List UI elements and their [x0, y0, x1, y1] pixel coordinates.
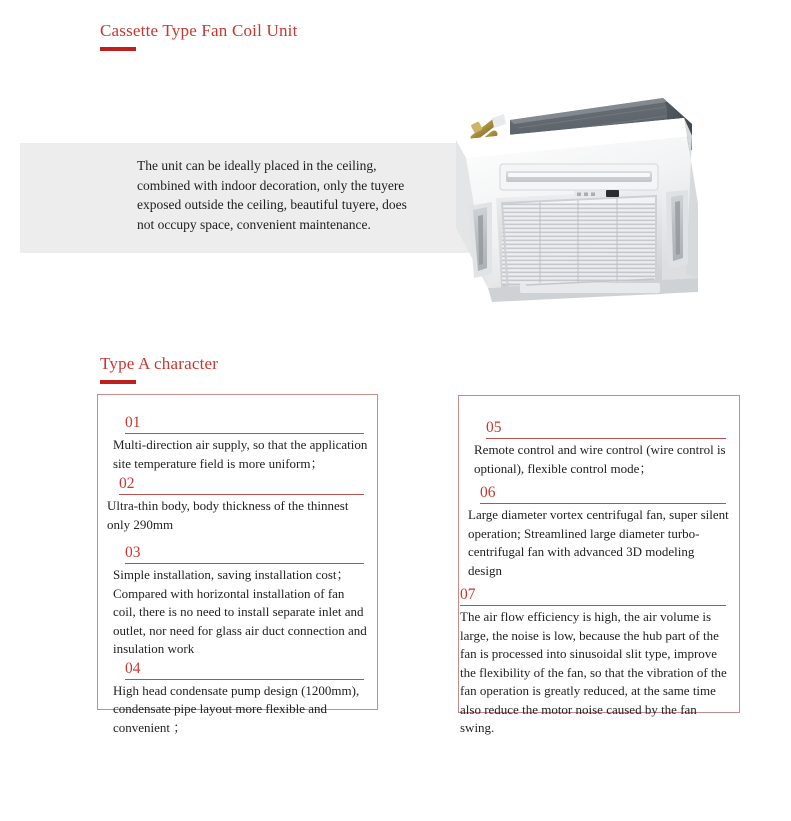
feature-item-05: [468, 419, 730, 478]
feature-number-row-06: [468, 484, 730, 506]
product-photo: [448, 78, 698, 310]
feature-item-07: [460, 586, 730, 738]
feature-number-04: 04: [125, 659, 141, 677]
feature-number-05: 05: [486, 419, 502, 436]
feature-rule-07: [460, 605, 726, 606]
feature-list-left: [98, 395, 377, 737]
feature-item-02: [107, 475, 368, 534]
feature-number-01: 01: [125, 414, 141, 431]
feature-item-01: [107, 414, 368, 473]
feature-list-right: [459, 396, 739, 738]
feature-item-04: [107, 660, 368, 738]
feature-number-row-02: [107, 475, 368, 497]
feature-text-05: Remote control and wire control (wire control is optional), flexible control mode；: [474, 442, 726, 476]
feature-rule-01: [125, 433, 364, 434]
feature-number-row-05: [474, 419, 730, 441]
feature-rule-03: [125, 563, 364, 564]
feature-number-row-04: [113, 660, 368, 682]
section-heading-underline: [100, 380, 136, 384]
feature-number-row-07: [460, 586, 730, 608]
section-heading-type-a: Type A character: [100, 354, 219, 373]
feature-rule-06: [480, 503, 726, 504]
feature-text-02: Ultra-thin body, body thickness of the thinnest only 290mm: [107, 498, 349, 532]
feature-number-07: 07: [460, 586, 476, 603]
page-title-underline: [100, 47, 136, 51]
feature-text-03: Simple installation, saving installation cost；Compared with horizontal installation of fan coil, there is no need to install separate inlet and outlet, nor need for glass air duct connection and insulation work: [113, 567, 367, 656]
feature-box-right: [458, 395, 740, 735]
feature-box-left: [97, 394, 378, 735]
feature-text-06: Large diameter vortex centrifugal fan, super silent operation; Streamlined large diameter turbo-centrifugal fan with advanced 3D modeling design: [468, 507, 729, 578]
feature-item-03: [107, 544, 368, 659]
feature-rule-05: [486, 438, 726, 439]
feature-item-06: [468, 484, 730, 580]
feature-rule-02: [119, 494, 364, 495]
feature-number-02: 02: [119, 475, 135, 492]
feature-text-04: High head condensate pump design (1200mm), condensate pipe layout more flexible and convenient ；: [113, 682, 360, 735]
feature-number-row-03: [113, 544, 368, 566]
feature-number-03: 03: [125, 544, 141, 561]
feature-text-01: Multi-direction air supply, so that the application site temperature field is more uniform；: [113, 437, 368, 471]
feature-rule-04: [125, 679, 364, 680]
page-title: Cassette Type Fan Coil Unit: [100, 21, 298, 40]
feature-text-07: The air flow efficiency is high, the air volume is large, the noise is low, because the hub part of the fan is processed into sinusoidal slit type, improve the flexibility of the fan, so that the vibration of the fan operation is greatly reduced, at the same time also reduce the motor noise caused by the fan swing.: [460, 609, 727, 735]
intro-description: The unit can be ideally placed in the ceiling, combined with indoor decoration, only the tuyere exposed outside the ceiling, beautiful tuyere, does not occupy space, convenient maintenance.: [137, 158, 407, 232]
feature-number-06: 06: [480, 484, 496, 501]
feature-number-row-01: [113, 414, 368, 436]
